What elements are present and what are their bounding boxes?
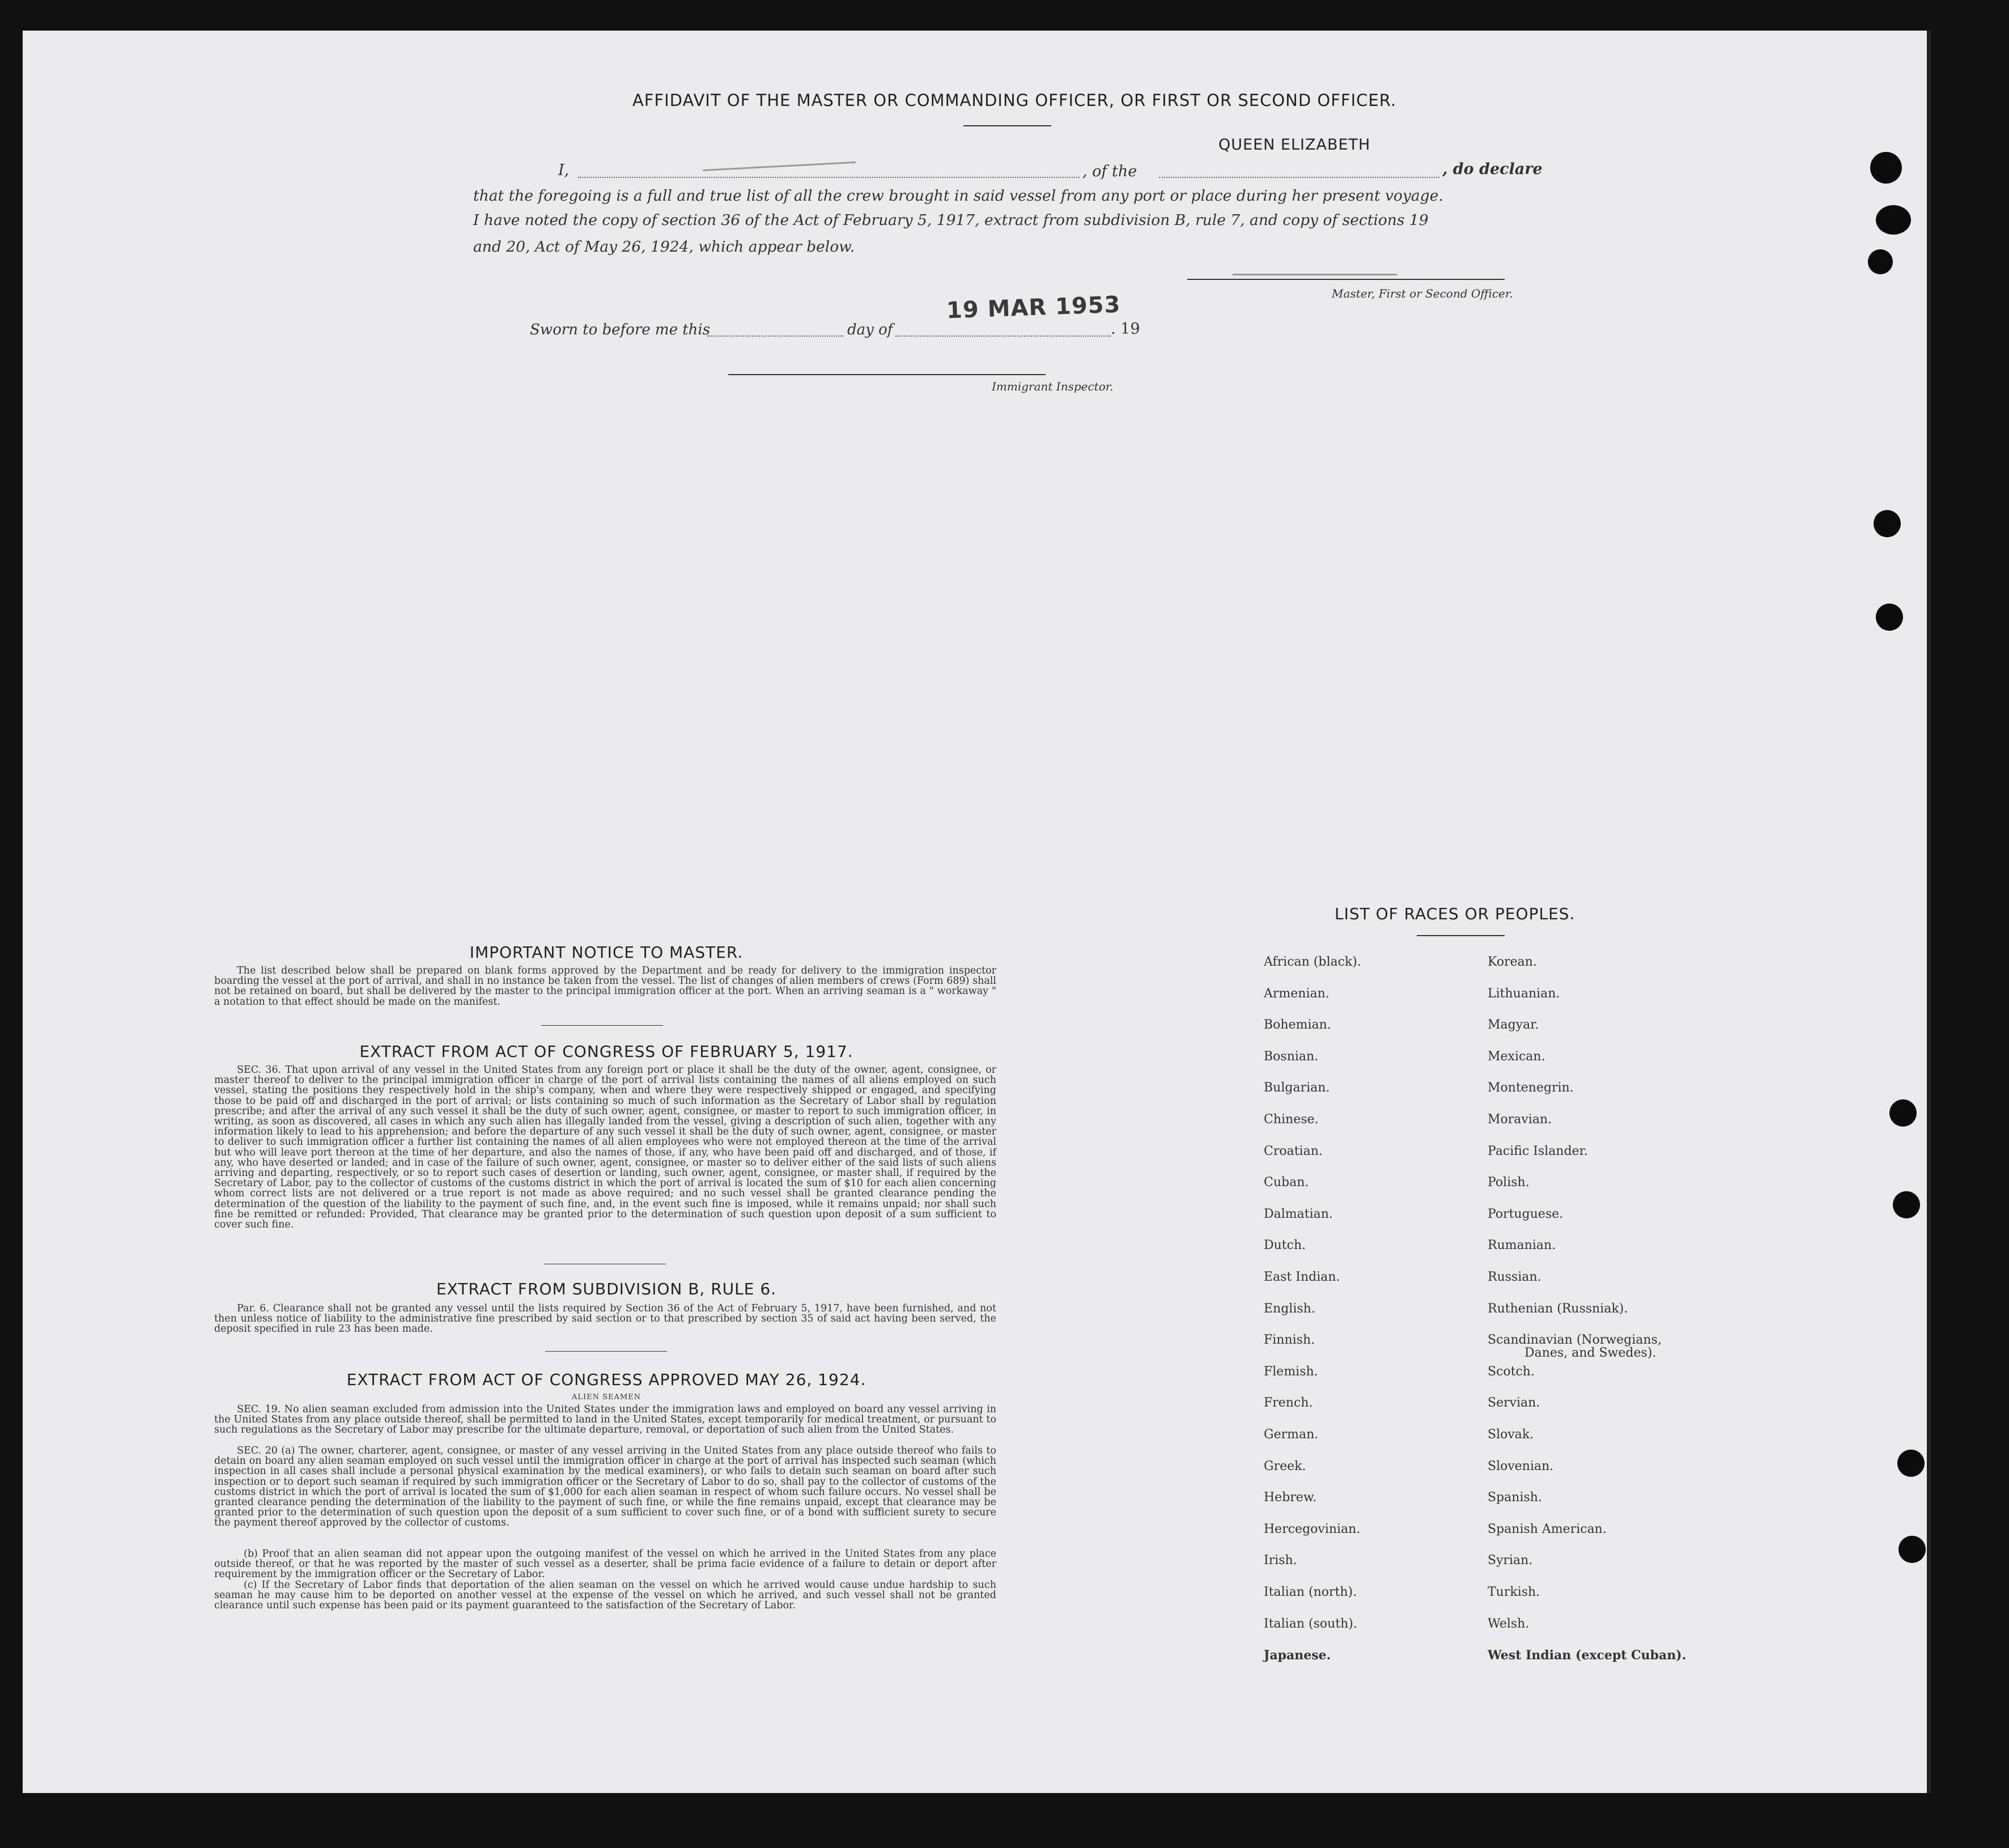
punch-hole (1893, 1191, 1920, 1218)
sworn-month-line (895, 335, 1111, 337)
race-item: Flemish. (1264, 1364, 1318, 1379)
i-label: I, (558, 162, 570, 179)
name-line (578, 177, 1080, 178)
race-item: Slovenian. (1488, 1459, 1554, 1473)
race-item: Lithuanian. (1488, 986, 1560, 1001)
race-item: Scotch. (1488, 1364, 1535, 1379)
signature-line (1187, 279, 1505, 280)
race-item: African (black). (1264, 955, 1361, 969)
affidavit-title: AFFIDAVIT OF THE MASTER OR COMMANDING OFFICER, OR FIRST OR SECOND OFFICER. (632, 91, 1397, 110)
race-item: Hercegovinian. (1264, 1522, 1361, 1536)
sec-19-text: SEC. 19. No alien seaman excluded from admission into the United States under the immigration laws and employed on board any vessel arriving in the United States from any place outside thereof, shall be permitted to land in the United States, except temporarily for medical treatment, or pursuant to such regulations as the Secretary of Labor may prescribe for the ultimate departure, removal, or deportation of such alien from the United States. (214, 1404, 996, 1436)
race-item: Bohemian. (1264, 1018, 1331, 1033)
race-item: East Indian. (1264, 1270, 1340, 1284)
do-declare: , do declare (1442, 160, 1543, 178)
race-item: West Indian (except Cuban). (1488, 1648, 1687, 1663)
race-item: Irish. (1264, 1553, 1297, 1568)
punch-hole (1868, 249, 1893, 274)
extract-1917-text: SEC. 36. That upon arrival of any vessel in the United States from any foreign port or place it shall be the duty of the owner, agent, consignee, or master thereof to deliver to the principal immigration officer in charge of the port of arrival lists containing the names of all aliens employed on such vessel, stating the positions they respectively hold in the ship's company, when and where they were respectively shipped or engaged, and specifying those to be paid off and discharged in the port of arrival; or lists containing so much of such information as the Secretary of Labor shall by regulation prescribe; and after the arrival of any such vessel it shall be the duty of such owner, agent, consignee, or master to report to such immigration officer, in writing, as soon as discovered, all cases in which any such alien has illegally landed from the vessel, giving a description of such alien, together with any information likely to lead to his apprehension; and before the departure of any such vessel it shall be the duty of such owner, agent, consignee, or master to deliver to such immigration officer a further list containing the names of all alien employees who were not employed thereon at the time of the arrival but who will leave port thereon at the time of her departure, and also the names of those, if any, who have been paid off and discharged, and of those, if any, who have deserted or landed; and in case of the failure of such owner, agent, consignee, or master so to deliver either of the said lists of such aliens arriving and departing, respectively, or so to report such cases of desertion or landing, such owner, agent, consignee, or master shall, if required by the Secretary of Labor, pay to the collector of customs of the customs district in which the port of arrival is located the sum of $10 for each alien concerning whom correct lists are not delivered or a true report is not made as above required; and no such vessel shall be granted clearance pending the determination of the question of the liability to the payment of such fine, and, in the event such fine is imposed, while it remains unpaid; nor shall such fine be remitted or refunded: Provided, That clearance may be granted prior to the determination of such question upon deposit of a sum sufficient to cover such fine. (214, 1064, 996, 1231)
race-scandinavian-cont: Danes, and Swedes). (1524, 1346, 1657, 1360)
race-item: Polish. (1488, 1175, 1530, 1190)
of-the-label: , of the (1082, 163, 1137, 180)
race-item: Turkish. (1488, 1585, 1540, 1599)
race-item: Italian (north). (1264, 1585, 1357, 1599)
inspector-caption: Immigrant Inspector. (992, 380, 1114, 393)
document-sheet (23, 31, 1927, 1793)
race-item: Dutch. (1264, 1238, 1306, 1253)
race-item: French. (1264, 1396, 1313, 1411)
sheet-edge (1927, 31, 1931, 1793)
extract-1917-title: EXTRACT FROM ACT OF CONGRESS OF FEBRUARY 5, 1917. (359, 1042, 853, 1061)
signature-caption: Master, First or Second Officer. (1332, 287, 1513, 300)
title-underline (963, 125, 1051, 126)
race-item: Rumanian. (1488, 1238, 1556, 1253)
punch-hole (1897, 1450, 1925, 1477)
notice-text: The list described below shall be prepared on blank forms approved by the Department and be ready for delivery to the immigration inspector boarding the vessel at the port of arrival, and shall in no instance be taken from the vessel. The list of changes of alien members of crews (Form 689) shall not be retained on board, but shall be delivered by the master to the principal immigration officer at the port. When an arriving seaman is a " workaway " a notation to that effect should be made on the manifest. (214, 965, 996, 1008)
date-stamp: 19 MAR 1953 (946, 291, 1122, 324)
punch-hole (1889, 1099, 1917, 1127)
race-item: English. (1264, 1301, 1315, 1316)
rule-6-title: EXTRACT FROM SUBDIVISION B, RULE 6. (436, 1280, 777, 1298)
vessel-name: QUEEN ELIZABETH (1218, 136, 1371, 154)
sworn-prefix: Sworn to before me this (530, 321, 711, 338)
race-item: Pacific Islander. (1488, 1144, 1588, 1158)
race-item: Ruthenian (Russniak). (1488, 1301, 1628, 1316)
race-item: Spanish. (1488, 1490, 1542, 1505)
race-item: Croatian. (1264, 1144, 1323, 1158)
vessel-line (1159, 177, 1439, 178)
rule-6-text: Par. 6. Clearance shall not be granted any vessel until the lists required by Section 36 of the Act of February 5, 1917, have been furnished, and not then unless notice of liability to the administrative fine prescribed by said section or to that prescribed by section 35 of said act having been served, the deposit specified in rule 23 has been made. (214, 1303, 996, 1335)
day-of-label: day of (847, 321, 893, 338)
race-item: Scandinavian (Norwegians, (1488, 1333, 1662, 1348)
race-item: Japanese. (1264, 1648, 1331, 1663)
notice-title: IMPORTANT NOTICE TO MASTER. (469, 943, 744, 962)
race-item: Dalmatian. (1264, 1206, 1333, 1221)
punch-hole (1898, 1536, 1926, 1563)
race-item: Hebrew. (1264, 1490, 1317, 1505)
race-item: Bulgarian. (1264, 1081, 1330, 1095)
races-title: LIST OF RACES OR PEOPLES. (1335, 904, 1575, 923)
race-item: Greek. (1264, 1459, 1306, 1473)
race-item: Syrian. (1488, 1553, 1533, 1568)
declaration-line-2: I have noted the copy of section 36 of the Act of February 5, 1917, extract from subdivision B, rule 7, and copy of sections 19 (473, 211, 1429, 229)
race-item: Portuguese. (1488, 1206, 1564, 1221)
race-item: Mexican. (1488, 1049, 1545, 1064)
race-item: Servian. (1488, 1396, 1540, 1411)
race-item: Chinese. (1264, 1112, 1319, 1127)
inspector-line (728, 374, 1046, 375)
race-item: Russian. (1488, 1270, 1541, 1284)
race-item: Armenian. (1264, 986, 1330, 1001)
punch-hole (1874, 510, 1901, 537)
race-item: Spanish American. (1488, 1522, 1607, 1536)
race-item: German. (1264, 1428, 1319, 1442)
race-item: Montenegrin. (1488, 1081, 1574, 1095)
race-item: Bosnian. (1264, 1049, 1319, 1064)
race-item: Cuban. (1264, 1175, 1309, 1190)
rule-6-divider (545, 1351, 667, 1352)
punch-hole (1870, 152, 1902, 184)
race-item: Korean. (1488, 955, 1537, 969)
alien-seamen-subtitle: ALIEN SEAMEN (571, 1393, 642, 1401)
extract-1924-title: EXTRACT FROM ACT OF CONGRESS APPROVED MAY 26, 1924. (346, 1370, 867, 1389)
race-item: Magyar. (1488, 1018, 1539, 1033)
declaration-line-3: and 20, Act of May 26, 1924, which appear below. (473, 238, 855, 256)
race-item: Welsh. (1488, 1616, 1530, 1631)
punch-hole (1876, 604, 1903, 631)
declaration-line-1: that the foregoing is a full and true list of all the crew brought in said vessel from any port or place during her present voyage. (473, 187, 1443, 205)
races-underline (1417, 935, 1505, 936)
year-prefix: . 19 (1111, 320, 1140, 338)
punch-hole (1876, 205, 1911, 235)
sworn-day-line (707, 335, 843, 337)
sec-20b-text: (b) Proof that an alien seaman did not appear upon the outgoing manifest of the vessel on which he arrived in the United States from any place outside thereof, or that he was reported by the master of such vessel as a deserter, shall be prima facie evidence of a failure to detain or deport after requirement by the immigration officer or the Secretary of Labor. (214, 1548, 996, 1581)
master-signature (1233, 274, 1397, 275)
notice-divider (541, 1025, 663, 1026)
race-item: Finnish. (1264, 1333, 1315, 1348)
race-item: Slovak. (1488, 1428, 1534, 1442)
sec-20a-text: SEC. 20 (a) The owner, charterer, agent, consignee, or master of any vessel arriving in the United States from any place outside thereof who fails to detain on board any alien seaman employed on such vessel until the immigration officer in charge at the port of arrival has inspected such seaman (which inspection in all cases shall include a personal physical examination by the medical examiners), or who fails to detain such seaman on board after such inspection or to deport such seaman if required by such immigration officer or the Secretary of Labor to do so, shall pay to the collector of customs of the customs district in which the port of arrival is located the sum of $1,000 for each alien seaman in respect of whom such failure occurs. No vessel shall be granted clearance pending the determination of the liability to the payment of such fine, or while the fine remains unpaid, except that clearance may be granted prior to the determination of such question upon the deposit of a sum sufficient to cover such fine, or of a bond with sufficient surety to secure the payment thereof approved by the collector of customs. (214, 1445, 996, 1529)
race-item: Moravian. (1488, 1112, 1552, 1127)
race-item: Italian (south). (1264, 1616, 1357, 1631)
sec-20c-text: (c) If the Secretary of Labor finds that deportation of the alien seaman on the vessel on which he arrived would cause undue hardship to such seaman he may cause him to be deported on another vessel at the expense of the vessel on which he arrived, and such vessel shall not be granted clearance until such expense has been paid or its payment guaranteed to the satisfaction of the Secretary of Labor. (214, 1579, 996, 1612)
